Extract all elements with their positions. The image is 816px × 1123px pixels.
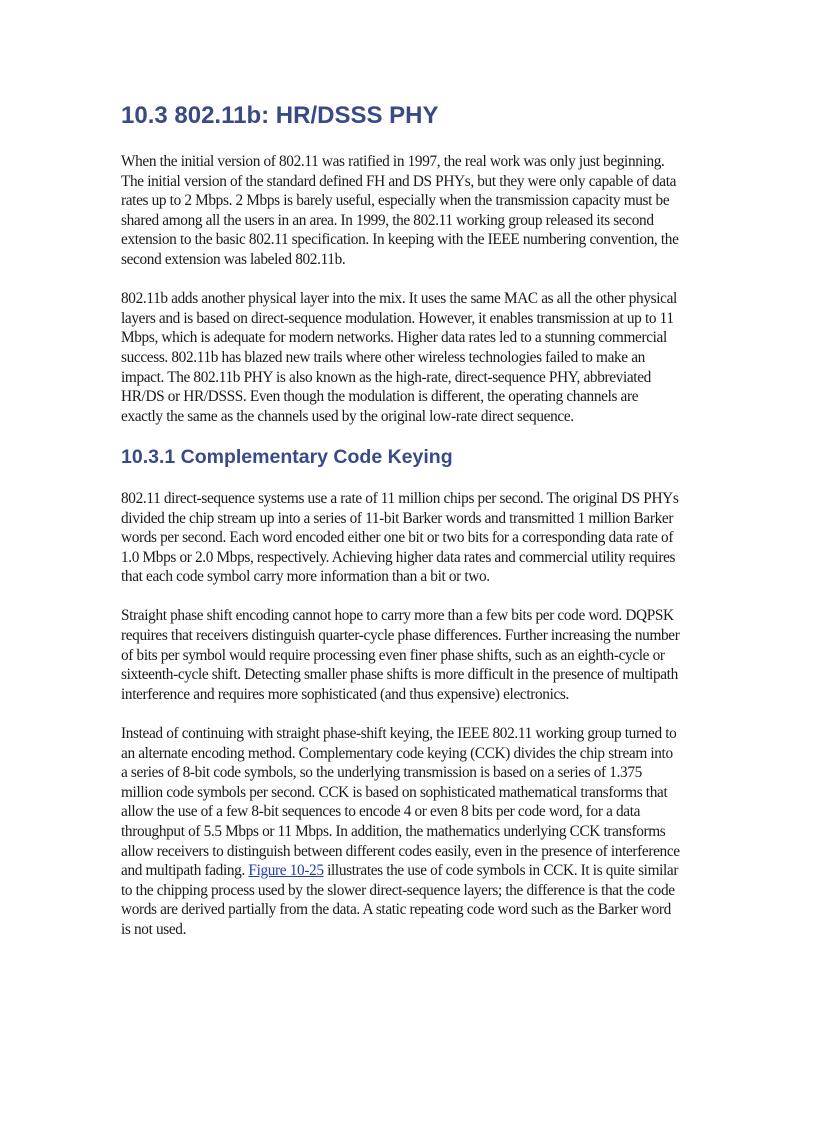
cck-text-after-link: illustrates the use of code symbols in CCK. It is quite similar to the chipping process used by the slower direct-sequence layers; the difference is that the code words are derived partially from the data. A static repeating code word such as the Barker word is not used.	[121, 862, 679, 938]
figure-10-25-link[interactable]: Figure 10-25	[248, 862, 324, 880]
cck-text-before-link: Instead of continuing with straight phase-shift keying, the IEEE 802.11 working group turned to an alternate encoding method. Complementary code keying (CCK) divides the chip stream into a series of 8-bit code symbols, so the underlying transmission is based on a series of 1.375 million code symbols per second. CCK is based on sophisticated mathematical transforms that allow the use of a few 8-bit sequences to encode 4 or even 8 bits per code word, for a data throughput of 5.5 Mbps or 11 Mbps. In addition, the mathematics underlying CCK transforms allow receivers to distinguish between different codes easily, even in the presence of interference and multipath fading.	[121, 725, 680, 880]
paragraph-802-11b-overview: 802.11b adds another physical layer into the mix. It uses the same MAC as all the other physical layers and is based on direct-sequence modulation. However, it enables transmission at up to 11 Mbps, which is adequate for modern networks. Higher data rates led to a stunning commercial success. 802.11b has blazed new trails where other wireless technologies failed to make an impact. The 802.11b PHY is also known as the high-rate, direct-sequence PHY, abbreviated HR/DS or HR/DSSS. Even though the modulation is different, the operating channels are exactly the same as the channels used by the original low-rate direct sequence.	[121, 290, 677, 425]
section-heading: 10.3 802.11b: HR/DSSS PHY	[121, 102, 439, 129]
subsection-heading: 10.3.1 Complementary Code Keying	[121, 445, 453, 468]
paragraph-phase-shift: Straight phase shift encoding cannot hope to carry more than a few bits per code word. DQPSK requires that receivers distinguish quarter-cycle phase differences. Further increasing the number of bits per symbol would require processing even finer phase shifts, such as an eighth-cycle or sixteenth-cycle shift. Detecting smaller phase shifts is more difficult in the presence of multipath interference and requires more sophisticated (and thus expensive) electronics.	[121, 607, 680, 703]
paragraph-intro: When the initial version of 802.11 was ratified in 1997, the real work was only just beginning. The initial version of the standard defined FH and DS PHYs, but they were only capable of data rates up to 2 Mbps. 2 Mbps is barely useful, especially when the transmission capacity must be shared among all the users in an area. In 1999, the 802.11 working group released its second extension to the basic 802.11 specification. In keeping with the IEEE numbering convention, the second extension was labeled 802.11b.	[121, 153, 679, 268]
paragraph-cck	[121, 724, 681, 940]
paragraph-direct-sequence: 802.11 direct-sequence systems use a rate of 11 million chips per second. The original DS PHYs divided the chip stream up into a series of 11-bit Barker words and transmitted 1 million Barker words per second. Each word encoded either one bit or two bits for a corresponding data rate of 1.0 Mbps or 2.0 Mbps, respectively. Achieving higher data rates and commercial utility requires that each code symbol carry more information than a bit or two.	[121, 489, 679, 586]
document-page	[121, 96, 681, 959]
